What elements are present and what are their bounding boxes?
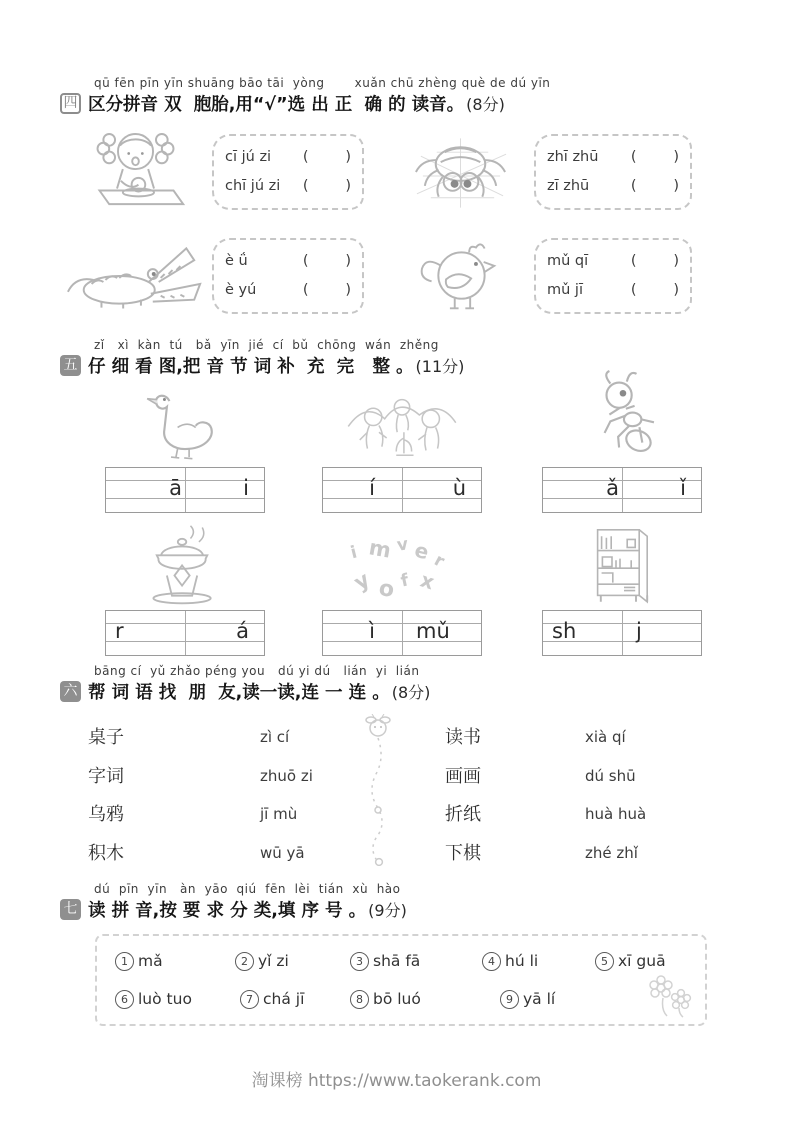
option-pinyin: zhī zhū: [547, 149, 599, 165]
option-pinyin: mǔ jī: [547, 282, 583, 298]
grid-cell[interactable]: í: [369, 476, 375, 500]
section-seven: [60, 882, 736, 1026]
answer-slot[interactable]: ( ): [630, 178, 679, 194]
section-six: [60, 664, 736, 876]
word-bank-item: [350, 952, 482, 971]
match-word[interactable]: 读书: [445, 727, 481, 747]
word-bank-item: [500, 990, 555, 1009]
answer-card-crocodile: [212, 238, 364, 314]
girl-eating-tangerine-icon: [60, 128, 212, 216]
grid-cell[interactable]: ù: [452, 476, 466, 500]
item-pinyin: chá jī: [263, 990, 305, 1008]
match-pinyin-right: [585, 718, 646, 872]
letter-glyph: r: [430, 550, 448, 572]
match-word[interactable]: 字词: [88, 765, 124, 786]
letter-glyph: o: [377, 576, 396, 603]
item-pinyin: bō luó: [373, 990, 421, 1008]
match-pinyin-left: [260, 718, 313, 872]
pinyin-grid-letters[interactable]: [322, 610, 482, 656]
letter-glyph: f: [399, 570, 411, 592]
answer-slot[interactable]: ( ): [302, 282, 351, 298]
answer-card-tangerine: [212, 134, 364, 210]
answer-card-hen: [534, 238, 692, 314]
match-word[interactable]: 画画: [445, 765, 481, 786]
item-number: 6: [115, 990, 134, 1009]
grid-cell[interactable]: ā: [169, 476, 182, 500]
word-bank-row-2: [115, 984, 697, 1014]
item-pinyin: mǎ: [138, 952, 163, 970]
section-four: [60, 76, 736, 324]
word-bank-row-1: [115, 946, 697, 976]
item-number: 2: [235, 952, 254, 971]
item-pinyin: yǐ zi: [258, 952, 289, 970]
grid-cell[interactable]: i: [243, 476, 249, 500]
section-six-score: (8分): [391, 683, 431, 702]
bee-with-dotted-trail-icon: [358, 714, 398, 866]
grid-cell[interactable]: á: [236, 619, 249, 643]
match-pinyin[interactable]: huà huà: [585, 805, 647, 823]
option-pinyin: è yú: [225, 282, 257, 298]
question-five-row-1: [60, 388, 736, 513]
spider-icon: [402, 132, 520, 212]
match-word[interactable]: 下棋: [445, 842, 481, 863]
footer-watermark: 淘课榜 https://www.taokerank.com: [251, 1071, 542, 1091]
pinyin-grid-hot-tea[interactable]: [105, 610, 265, 656]
section-seven-title: 读 拼 音,按 要 求 分 类,填 序 号 。: [88, 901, 367, 921]
item-number: 5: [595, 952, 614, 971]
option-pinyin: zī zhū: [547, 178, 590, 194]
question-five-row-2: [60, 525, 736, 656]
letter-glyph: v: [395, 534, 410, 556]
section-five-title: 仔 细 看 图,把 音 节 词 补 充 完 整 。: [88, 357, 414, 377]
letter-glyph: x: [417, 567, 438, 595]
match-word[interactable]: 乌鸦: [88, 804, 124, 824]
bookcase-icon: [586, 525, 658, 605]
option-pinyin: cī jú zi: [225, 149, 272, 165]
match-word[interactable]: 积木: [88, 842, 124, 863]
answer-card-spider: [534, 134, 692, 210]
matching-area: [60, 718, 736, 876]
steaming-pot-icon: [129, 525, 241, 605]
section-seven-badge: 七: [60, 899, 81, 920]
pinyin-grid-tree-planting[interactable]: [322, 467, 482, 513]
grid-cell[interactable]: ǎ: [606, 476, 619, 500]
match-pinyin[interactable]: xià qí: [585, 728, 626, 746]
flowers-icon: [643, 972, 695, 1018]
option-pinyin: chī jú zi: [225, 178, 281, 194]
pinyin-grid-bookcase[interactable]: [542, 610, 702, 656]
section-five-pinyin: zǐ xì kàn tú bǎ yīn jié cí bǔ chōng wán zhěng: [94, 338, 439, 352]
grid-cell[interactable]: ǐ: [680, 476, 686, 500]
word-bank-item: [115, 952, 235, 971]
section-four-score: (8分): [466, 95, 505, 114]
item-number: 9: [500, 990, 519, 1009]
section-four-badge: 四: [60, 93, 81, 114]
answer-slot[interactable]: ( ): [302, 253, 351, 269]
item-number: 4: [482, 952, 501, 971]
crocodile-icon: [60, 240, 212, 312]
match-words-left: [88, 718, 124, 872]
grid-cell[interactable]: j: [636, 619, 642, 643]
letter-glyph: e: [412, 537, 432, 565]
grid-cell[interactable]: sh: [552, 619, 577, 643]
match-pinyin[interactable]: dú shū: [585, 766, 636, 785]
match-pinyin[interactable]: zì cí: [260, 728, 290, 746]
match-pinyin[interactable]: zhé zhǐ: [585, 843, 638, 862]
option-pinyin: è ǘ: [225, 253, 248, 269]
item-number: 7: [240, 990, 259, 1009]
item-pinyin: luò tuo: [138, 990, 192, 1008]
match-word[interactable]: 折纸: [445, 804, 481, 824]
section-seven-pinyin: dú pīn yīn àn yāo qiú fēn lèi tián xù hào: [94, 882, 401, 896]
letter-glyph: m: [367, 535, 393, 563]
section-seven-score: (9分): [368, 901, 407, 920]
section-six-header: [60, 664, 736, 704]
item-number: 1: [115, 952, 134, 971]
letter-glyph: y: [349, 567, 374, 595]
match-word[interactable]: 桌子: [88, 727, 124, 747]
match-pinyin[interactable]: jī mù: [260, 805, 298, 823]
match-pinyin[interactable]: wū yā: [260, 843, 305, 862]
section-four-pinyin: qū fēn pīn yīn shuāng bāo tāi yòng xuǎn chū zhèng què de dú yīn: [94, 76, 551, 90]
question-four-row-1: [60, 124, 736, 220]
answer-slot[interactable]: ( ): [630, 282, 679, 298]
item-pinyin: xī guā: [618, 952, 666, 970]
option-pinyin: mǔ qī: [547, 253, 589, 269]
question-four-row-2: [60, 228, 736, 324]
item-number: 8: [350, 990, 369, 1009]
word-bank-item: [115, 990, 240, 1009]
word-bank-box: [95, 934, 707, 1026]
grid-cell[interactable]: mǔ: [416, 619, 450, 643]
grid-cell[interactable]: ì: [369, 619, 375, 643]
section-five-badge: 五: [60, 355, 81, 376]
tree-planting-icon: [343, 388, 461, 462]
word-bank-item: [235, 952, 350, 971]
grid-cell[interactable]: r: [115, 619, 124, 643]
answer-slot[interactable]: ( ): [302, 149, 351, 165]
scattered-letters-icon: [347, 525, 457, 605]
section-six-badge: 六: [60, 681, 81, 702]
word-bank-item: [350, 990, 500, 1009]
answer-slot[interactable]: ( ): [630, 253, 679, 269]
match-words-right: [445, 718, 481, 872]
match-pinyin[interactable]: zhuō zi: [260, 766, 313, 785]
section-six-title: 帮 词 语 找 朋 友,读一读,连 一 连 。: [88, 683, 390, 703]
hen-icon: [402, 235, 520, 317]
answer-slot[interactable]: ( ): [302, 178, 351, 194]
section-five-score: (11分): [415, 357, 465, 376]
item-pinyin: yā lí: [523, 990, 556, 1008]
ant-icon: [582, 388, 662, 462]
answer-slot[interactable]: ( ): [630, 149, 679, 165]
section-six-pinyin: bāng cí yǔ zhǎo péng you dú yi dú lián yi lián: [94, 664, 420, 678]
letter-glyph: i: [348, 542, 360, 564]
item-pinyin: hú li: [505, 952, 539, 970]
pinyin-grid-ant[interactable]: [542, 467, 702, 513]
word-bank-item: [595, 952, 666, 971]
section-seven-header: [60, 882, 736, 922]
section-four-title: 区分拼音 双 胞胎,用“√”选 出 正 确 的 读音。: [88, 95, 465, 115]
item-number: 3: [350, 952, 369, 971]
goose-icon: [133, 388, 237, 462]
word-bank-item: [240, 990, 350, 1009]
item-pinyin: shā fā: [373, 952, 421, 970]
pinyin-grid-goose[interactable]: [105, 467, 265, 513]
section-five: [60, 338, 736, 656]
word-bank-item: [482, 952, 595, 971]
section-four-header: [60, 76, 736, 116]
